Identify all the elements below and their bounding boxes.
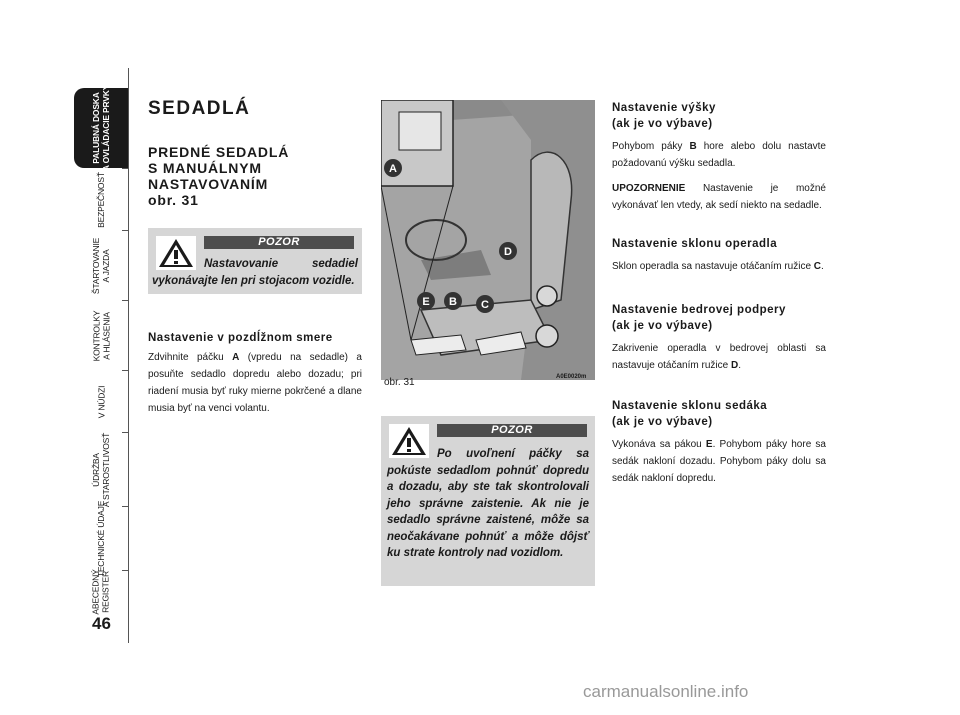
watermark: carmanualsonline.info bbox=[583, 682, 749, 701]
warning-text-1: Nastavovanie sedadiel vykonávajte len pri stojacom vozidle. bbox=[152, 258, 358, 287]
tab-abecedny-register[interactable]: ABECEDNÝ REGISTER bbox=[90, 569, 111, 615]
section-heading-height: Nastavenie výšky (ak je vo výbave) bbox=[612, 102, 716, 130]
figure-seat-illustration bbox=[381, 100, 595, 380]
tab-bezpecnost[interactable]: BEZPEČNOSŤ bbox=[96, 172, 106, 228]
section-heading-lumbar: Nastavenie bedrovej podpery (ak je vo výbave) bbox=[612, 304, 786, 332]
section-heading-longitudinal: Nastavenie v pozdĺžnom smere bbox=[148, 332, 333, 344]
page-number: 46 bbox=[92, 614, 111, 633]
section-text-lumbar: Zakrivenie operadla v bedrovej oblasti sa nastavuje otáčaním ružice D. bbox=[612, 343, 826, 371]
warning-text-2: Po uvoľnení páčky sa pokúste sedadlom pohnúť dopredu a dozadu, aby ste tak skontrolovali jeho správne zaistenie. Ak nie je sedadlo správne zaistené, môže sa neočakávane pohnúť a môže dôjsť ku strate kontroly nad vozidlom. bbox=[387, 448, 589, 559]
tab-kontrolky[interactable]: KONTROLKY A HLÁSENIA bbox=[90, 310, 111, 362]
callout-B: B bbox=[449, 296, 457, 308]
tab-startovanie[interactable]: ŠTARTOVANIE A JAZDA bbox=[91, 237, 111, 295]
section-heading-backrest: Nastavenie sklonu operadla bbox=[612, 238, 778, 250]
callout-C: C bbox=[481, 299, 489, 311]
tab-palubna-doska[interactable]: PALUBNÁ DOSKA A OVLÁDACIE PRVKY bbox=[74, 88, 128, 168]
warning-head-2: POZOR bbox=[437, 424, 587, 437]
sidebar-spine bbox=[128, 68, 129, 643]
warning-box-1 bbox=[148, 228, 362, 294]
section-text-longitudinal: Zdvihnite páčku A (vpredu na sedadle) a posuňte sedadlo dopredu alebo dozadu; pri riadení musia byť ruky mierne pokrčené a dlane musia byť na venci volantu. bbox=[148, 352, 362, 414]
tab-technicke-udaje[interactable]: TECHNICKÉ ÚDAJE bbox=[96, 500, 106, 578]
section-text-cushion: Vykonáva sa pákou E. Pohybom páky hore sa sedák nakloní dozadu. Pohybom páky dolu sa sedák nakloní dopredu. bbox=[612, 439, 826, 484]
warning-box-2 bbox=[381, 416, 595, 586]
tab-udrzba[interactable]: ÚDRŽBA A STAROSTLIVOSŤ bbox=[91, 432, 111, 508]
page-title: SEDADLÁ bbox=[148, 98, 251, 119]
section-heading-cushion: Nastavenie sklonu sedáka (ak je vo výbave) bbox=[612, 400, 768, 428]
section-text-height: Pohybom páky B hore alebo dolu nastavte požadovanú výšku sedadla. bbox=[612, 141, 826, 169]
callout-E: E bbox=[422, 296, 430, 308]
warning-head-1: POZOR bbox=[204, 236, 354, 249]
figure-code: A0E0020m bbox=[556, 374, 587, 380]
callout-D: D bbox=[504, 246, 512, 258]
section-text-backrest: Sklon operadla sa nastavuje otáčaním ružice C. bbox=[612, 261, 824, 272]
note-height: UPOZORNENIE Nastavenie je možné vykonávať len vtedy, ak sedí niekto na sedadle. bbox=[612, 183, 826, 211]
figure-caption: obr. 31 bbox=[384, 377, 415, 388]
callout-A: A bbox=[389, 163, 397, 175]
tab-v-nudzi[interactable]: V NÚDZI bbox=[95, 385, 106, 419]
section-subtitle: PREDNÉ SEDADLÁ S MANUÁLNYM NASTAVOVANÍM obr. 31 bbox=[148, 144, 290, 208]
